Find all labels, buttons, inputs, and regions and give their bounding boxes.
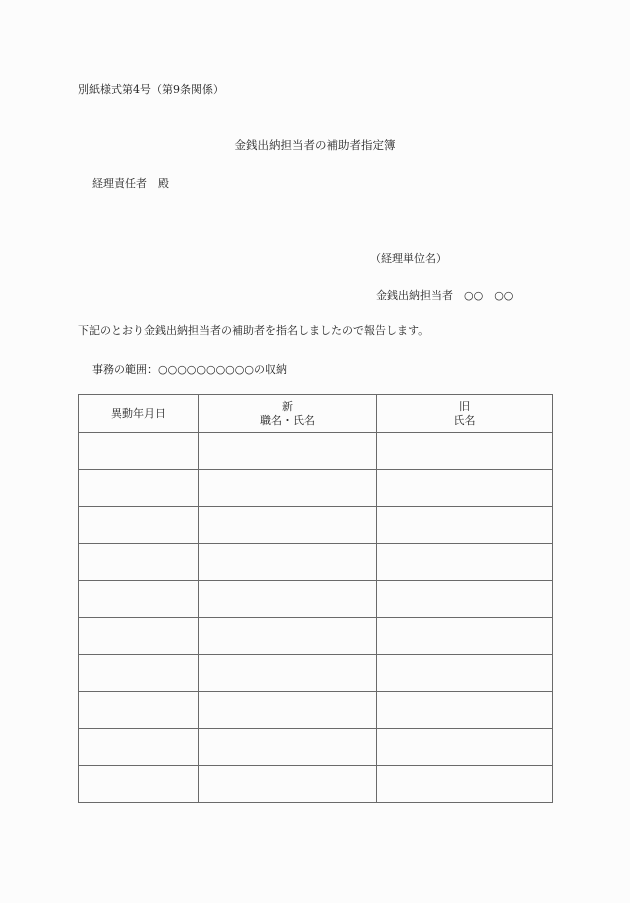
cell-new-title-name[interactable] — [199, 655, 377, 692]
cell-old-name[interactable] — [377, 766, 553, 803]
table-row — [79, 766, 553, 803]
cell-new-title-name[interactable] — [199, 507, 377, 544]
form-number: 別紙様式第4号（第9条関係） — [78, 83, 224, 96]
cash-officer-name: 金銭出納担当者 ○○ ○○ — [376, 289, 514, 302]
table-row — [79, 544, 553, 581]
table-row — [79, 692, 553, 729]
cell-new-title-name[interactable] — [199, 581, 377, 618]
cell-old-name[interactable] — [377, 729, 553, 766]
cell-change-date[interactable] — [79, 544, 199, 581]
cell-change-date[interactable] — [79, 692, 199, 729]
table-row — [79, 470, 553, 507]
header-new-title-name: 新 職名・氏名 — [199, 395, 377, 433]
addressee: 経理責任者 殿 — [92, 177, 169, 190]
cell-change-date[interactable] — [79, 581, 199, 618]
cell-change-date[interactable] — [79, 433, 199, 470]
scope-of-duties: 事務の範囲：○○○○○○○○○○の収納 — [92, 363, 287, 376]
header-change-date: 異動年月日 — [79, 395, 199, 433]
cell-change-date[interactable] — [79, 729, 199, 766]
body-text: 下記のとおり金銭出納担当者の補助者を指名しましたので報告します。 — [78, 324, 430, 337]
table-row — [79, 618, 553, 655]
assistant-designation-table — [78, 394, 553, 803]
unit-name: （経理単位名） — [370, 252, 447, 265]
cell-old-name[interactable] — [377, 655, 553, 692]
cell-change-date[interactable] — [79, 618, 199, 655]
cell-change-date[interactable] — [79, 655, 199, 692]
cell-change-date[interactable] — [79, 470, 199, 507]
cell-old-name[interactable] — [377, 581, 553, 618]
table-header-row — [79, 395, 553, 433]
table-row — [79, 507, 553, 544]
table-row — [79, 655, 553, 692]
cell-old-name[interactable] — [377, 433, 553, 470]
cell-change-date[interactable] — [79, 507, 199, 544]
table-row — [79, 729, 553, 766]
cell-old-name[interactable] — [377, 507, 553, 544]
cell-new-title-name[interactable] — [199, 729, 377, 766]
cell-old-name[interactable] — [377, 618, 553, 655]
cell-new-title-name[interactable] — [199, 433, 377, 470]
cell-new-title-name[interactable] — [199, 544, 377, 581]
cell-old-name[interactable] — [377, 544, 553, 581]
cell-old-name[interactable] — [377, 692, 553, 729]
header-old-name: 旧 氏名 — [377, 395, 553, 433]
document-title: 金銭出納担当者の補助者指定簿 — [234, 138, 396, 152]
table-row — [79, 581, 553, 618]
cell-new-title-name[interactable] — [199, 766, 377, 803]
cell-new-title-name[interactable] — [199, 470, 377, 507]
cell-old-name[interactable] — [377, 470, 553, 507]
cell-new-title-name[interactable] — [199, 692, 377, 729]
table-row — [79, 433, 553, 470]
cell-new-title-name[interactable] — [199, 618, 377, 655]
cell-change-date[interactable] — [79, 766, 199, 803]
